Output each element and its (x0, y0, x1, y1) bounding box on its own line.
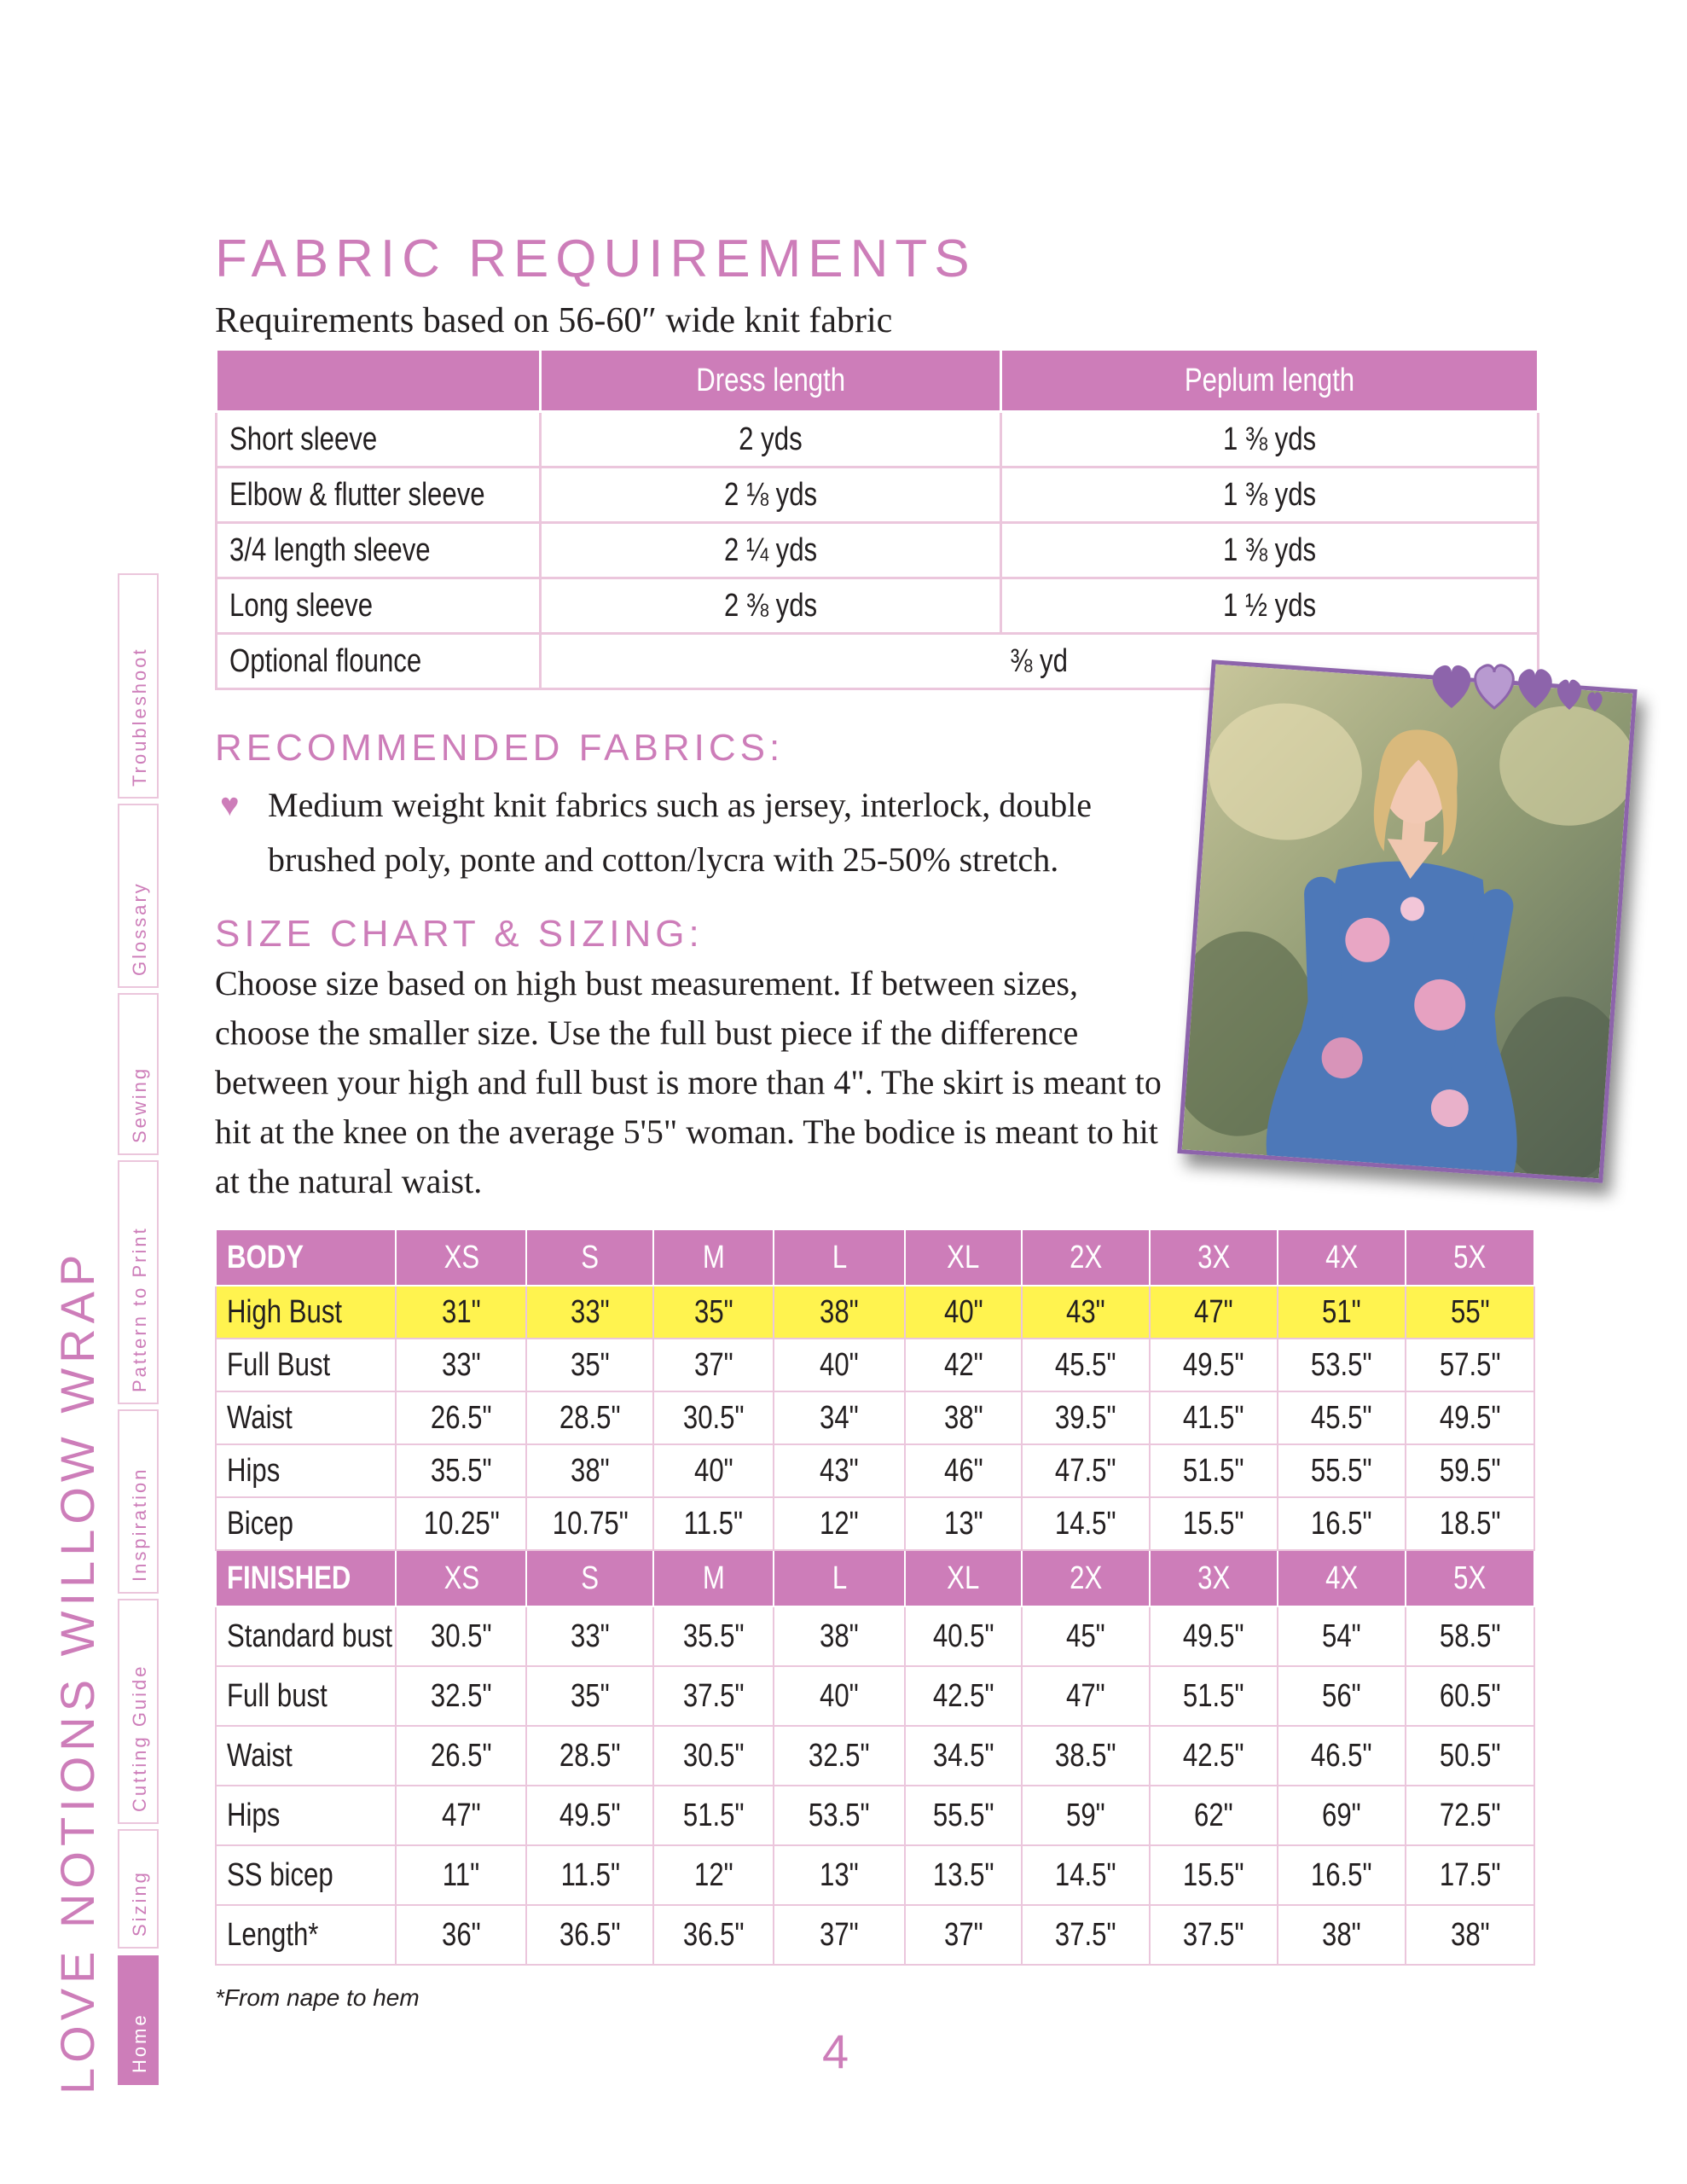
measurement-cell: 36" (396, 1905, 526, 1965)
table-row (216, 1666, 1534, 1726)
measurement-cell: 14.5" (1022, 1845, 1150, 1905)
row-label: Short sleeve (217, 412, 541, 468)
row-label: Optional flounce (217, 634, 541, 689)
measurement-cell: 42.5" (905, 1666, 1022, 1726)
tab-pattern-to-print[interactable]: Pattern to Print (118, 1160, 159, 1404)
measurement-cell: 51" (1278, 1286, 1406, 1339)
dress-value: 2 ⅜ yds (541, 578, 1001, 634)
measurement-cell: 16.5" (1278, 1845, 1406, 1905)
page-title: FABRIC REQUIREMENTS (215, 229, 977, 288)
measurement-cell: 55.5" (905, 1786, 1022, 1845)
measurement-cell: 45.5" (1022, 1339, 1150, 1391)
measurement-cell: 17.5" (1406, 1845, 1534, 1905)
measurement-cell: 33" (526, 1286, 653, 1339)
measurement-cell: 51.5" (653, 1786, 774, 1845)
model-photo-image (1182, 665, 1633, 1179)
peplum-value: 1 ⅜ yds (1001, 523, 1539, 578)
table-row (216, 1339, 1534, 1391)
measurement-cell: 50.5" (1406, 1726, 1534, 1786)
measurement-cell: 38" (774, 1606, 905, 1666)
table-row (216, 1606, 1534, 1666)
measurement-cell: 28.5" (526, 1726, 653, 1786)
size-header: 4X (1278, 1229, 1406, 1286)
size-header: 2X (1022, 1229, 1150, 1286)
measurement-cell: 46" (905, 1444, 1022, 1497)
requirements-note: Requirements based on 56-60″ wide knit fabric (215, 301, 893, 340)
page-number: 4 (822, 2024, 849, 2078)
measurement-cell: 26.5" (396, 1726, 526, 1786)
measurement-cell: 26.5" (396, 1391, 526, 1444)
row-label: Elbow & flutter sleeve (217, 468, 541, 523)
measurement-cell: 37.5" (653, 1666, 774, 1726)
row-label: Length* (216, 1905, 396, 1965)
size-header: 5X (1406, 1229, 1534, 1286)
measurement-cell: 40" (905, 1286, 1022, 1339)
table-row (216, 1444, 1534, 1497)
tab-cutting-guide[interactable]: Cutting Guide (118, 1599, 159, 1824)
measurement-cell: 37" (653, 1339, 774, 1391)
size-header: M (653, 1550, 774, 1606)
measurement-cell: 47" (1022, 1666, 1150, 1726)
measurement-cell: 34.5" (905, 1726, 1022, 1786)
row-label: Full Bust (216, 1339, 396, 1391)
table-row (217, 578, 1539, 634)
table-row (216, 1845, 1534, 1905)
measurement-cell: 54" (1278, 1606, 1406, 1666)
fabric-header-dress: Dress length (541, 350, 1001, 412)
measurement-cell: 13.5" (905, 1845, 1022, 1905)
measurement-cell: 38" (905, 1391, 1022, 1444)
measurement-cell: 32.5" (774, 1726, 905, 1786)
size-header: L (774, 1229, 905, 1286)
tab-home[interactable]: Home (118, 1955, 159, 2085)
measurement-cell: 15.5" (1150, 1845, 1278, 1905)
flounce-value: ⅜ yd (541, 634, 1539, 689)
measurement-cell: 40" (774, 1339, 905, 1391)
measurement-cell: 53.5" (774, 1786, 905, 1845)
fabric-header-blank (217, 350, 541, 412)
measurement-cell: 11" (396, 1845, 526, 1905)
measurement-cell: 53.5" (1278, 1339, 1406, 1391)
measurement-cell: 38" (1278, 1905, 1406, 1965)
fabric-header-row (217, 350, 1539, 412)
recommended-fabrics-list (220, 778, 1192, 887)
row-label: Waist (216, 1726, 396, 1786)
table-row (217, 523, 1539, 578)
measurement-cell: 47" (1150, 1286, 1278, 1339)
measurement-cell: 35.5" (396, 1444, 526, 1497)
measurement-cell: 30.5" (653, 1391, 774, 1444)
measurement-cell: 36.5" (653, 1905, 774, 1965)
measurement-cell: 11.5" (526, 1845, 653, 1905)
row-label: 3/4 length sleeve (217, 523, 541, 578)
measurement-cell: 35" (526, 1666, 653, 1726)
peplum-value: 1 ⅜ yds (1001, 468, 1539, 523)
measurement-cell: 37" (774, 1905, 905, 1965)
sizing-paragraph: Choose size based on high bust measurement. If between sizes, choose the smaller size. Use the full bust piece if the difference between your high and full bust is more than 4". The skirt is meant to hit at the knee on the average 5'5" woman. The bodice is meant to hit at the natural waist. (215, 964, 1162, 1200)
table-row (216, 1786, 1534, 1845)
table-row (217, 468, 1539, 523)
measurement-cell: 69" (1278, 1786, 1406, 1845)
size-header: S (526, 1550, 653, 1606)
measurement-cell: 56" (1278, 1666, 1406, 1726)
measurement-cell: 34" (774, 1391, 905, 1444)
row-label: Hips (216, 1444, 396, 1497)
measurement-cell: 37.5" (1022, 1905, 1150, 1965)
size-header: XS (396, 1550, 526, 1606)
measurement-cell: 36.5" (526, 1905, 653, 1965)
fabric-header-peplum: Peplum length (1001, 350, 1539, 412)
table-row (216, 1497, 1534, 1550)
dress-value: 2 ⅛ yds (541, 468, 1001, 523)
measurement-cell: 11.5" (653, 1497, 774, 1550)
finished-header-title: FINISHED (216, 1550, 396, 1606)
measurement-cell: 49.5" (1150, 1339, 1278, 1391)
size-header: 3X (1150, 1550, 1278, 1606)
table-row (217, 412, 1539, 468)
peplum-value: 1 ½ yds (1001, 578, 1539, 634)
measurement-cell: 32.5" (396, 1666, 526, 1726)
tab-sewing[interactable]: Sewing (118, 993, 159, 1155)
dress-value: 2 ¼ yds (541, 523, 1001, 578)
footnote: *From nape to hem (215, 1984, 420, 2011)
tab-troubleshoot[interactable]: Troubleshoot (118, 573, 159, 799)
measurement-cell: 43" (1022, 1286, 1150, 1339)
size-header: 5X (1406, 1550, 1534, 1606)
size-header: S (526, 1229, 653, 1286)
measurement-cell: 47" (396, 1786, 526, 1845)
size-chart-table (215, 1228, 1535, 1966)
measurement-cell: 59.5" (1406, 1444, 1534, 1497)
recommended-fabrics-text: Medium weight knit fabrics such as jersey, interlock, double brushed poly, ponte and cotton/lycra with 25-50% stretch. (268, 786, 1093, 879)
hearts-icon (1426, 657, 1605, 717)
model-photo (1177, 659, 1637, 1182)
measurement-cell: 31" (396, 1286, 526, 1339)
tab-sizing[interactable]: Sizing (118, 1829, 159, 1949)
heart-icon: ♥ (220, 787, 240, 823)
measurement-cell: 33" (396, 1339, 526, 1391)
table-row (216, 1286, 1534, 1339)
measurement-cell: 40" (774, 1666, 905, 1726)
row-label: Hips (216, 1786, 396, 1845)
measurement-cell: 42" (905, 1339, 1022, 1391)
body-header-title: BODY (216, 1229, 396, 1286)
measurement-cell: 40" (653, 1444, 774, 1497)
measurement-cell: 33" (526, 1606, 653, 1666)
measurement-cell: 72.5" (1406, 1786, 1534, 1845)
row-label: High Bust (216, 1286, 396, 1339)
measurement-cell: 13" (905, 1497, 1022, 1550)
measurement-cell: 46.5" (1278, 1726, 1406, 1786)
measurement-cell: 12" (774, 1497, 905, 1550)
table-row (216, 1391, 1534, 1444)
measurement-cell: 47.5" (1022, 1444, 1150, 1497)
recommended-fabrics-heading: RECOMMENDED FABRICS: (215, 727, 785, 769)
measurement-cell: 45.5" (1278, 1391, 1406, 1444)
measurement-cell: 38" (774, 1286, 905, 1339)
measurement-cell: 37" (905, 1905, 1022, 1965)
brand-title: LOVE NOTIONS WILLOW WRAP (50, 1249, 104, 2094)
size-header: 2X (1022, 1550, 1150, 1606)
measurement-cell: 62" (1150, 1786, 1278, 1845)
measurement-cell: 35" (653, 1286, 774, 1339)
measurement-cell: 58.5" (1406, 1606, 1534, 1666)
size-header: 3X (1150, 1229, 1278, 1286)
measurement-cell: 55" (1406, 1286, 1534, 1339)
measurement-cell: 49.5" (1406, 1391, 1534, 1444)
table-row (216, 1905, 1534, 1965)
row-label: Long sleeve (217, 578, 541, 634)
measurement-cell: 38" (526, 1444, 653, 1497)
size-header: XS (396, 1229, 526, 1286)
measurement-cell: 51.5" (1150, 1666, 1278, 1726)
row-label: Full bust (216, 1666, 396, 1726)
tab-inspiration[interactable]: Inspiration (118, 1409, 159, 1594)
peplum-value: 1 ⅜ yds (1001, 412, 1539, 468)
measurement-cell: 60.5" (1406, 1666, 1534, 1726)
row-label: SS bicep (216, 1845, 396, 1905)
row-label: Waist (216, 1391, 396, 1444)
measurement-cell: 18.5" (1406, 1497, 1534, 1550)
measurement-cell: 49.5" (1150, 1606, 1278, 1666)
tab-glossary[interactable]: Glossary (118, 804, 159, 988)
measurement-cell: 10.75" (526, 1497, 653, 1550)
measurement-cell: 13" (774, 1845, 905, 1905)
measurement-cell: 51.5" (1150, 1444, 1278, 1497)
size-chart-heading: SIZE CHART & SIZING: (215, 913, 704, 955)
measurement-cell: 41.5" (1150, 1391, 1278, 1444)
row-label: Standard bust (216, 1606, 396, 1666)
measurement-cell: 39.5" (1022, 1391, 1150, 1444)
measurement-cell: 35" (526, 1339, 653, 1391)
fabric-requirements-table (215, 348, 1539, 690)
measurement-cell: 38" (1406, 1905, 1534, 1965)
measurement-cell: 40.5" (905, 1606, 1022, 1666)
measurement-cell: 38.5" (1022, 1726, 1150, 1786)
measurement-cell: 16.5" (1278, 1497, 1406, 1550)
size-header: XL (905, 1550, 1022, 1606)
measurement-cell: 49.5" (526, 1786, 653, 1845)
row-label: Bicep (216, 1497, 396, 1550)
finished-header-row (216, 1550, 1534, 1606)
measurement-cell: 15.5" (1150, 1497, 1278, 1550)
measurement-cell: 37.5" (1150, 1905, 1278, 1965)
measurement-cell: 55.5" (1278, 1444, 1406, 1497)
size-header: L (774, 1550, 905, 1606)
measurement-cell: 43" (774, 1444, 905, 1497)
measurement-cell: 35.5" (653, 1606, 774, 1666)
measurement-cell: 10.25" (396, 1497, 526, 1550)
size-header: M (653, 1229, 774, 1286)
table-row (216, 1726, 1534, 1786)
size-header: XL (905, 1229, 1022, 1286)
measurement-cell: 42.5" (1150, 1726, 1278, 1786)
size-header: 4X (1278, 1550, 1406, 1606)
measurement-cell: 59" (1022, 1786, 1150, 1845)
measurement-cell: 45" (1022, 1606, 1150, 1666)
list-item (220, 778, 1192, 887)
measurement-cell: 12" (653, 1845, 774, 1905)
measurement-cell: 30.5" (653, 1726, 774, 1786)
measurement-cell: 30.5" (396, 1606, 526, 1666)
body-header-row (216, 1229, 1534, 1286)
measurement-cell: 28.5" (526, 1391, 653, 1444)
measurement-cell: 57.5" (1406, 1339, 1534, 1391)
dress-value: 2 yds (541, 412, 1001, 468)
measurement-cell: 14.5" (1022, 1497, 1150, 1550)
